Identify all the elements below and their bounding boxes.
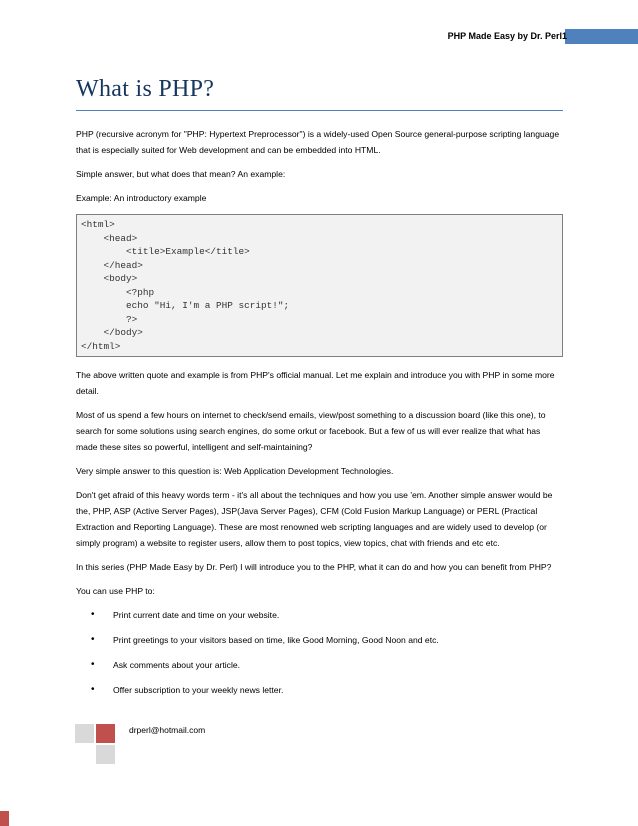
code-example-block: <html> <head> <title>Example</title> </head> <body> <?php echo "Hi, I'm a PHP script!"; ?> </body> </html> <box>76 214 563 357</box>
footer-square-gray-2 <box>96 745 115 764</box>
list-item: • Print current date and time on your website. <box>76 607 563 623</box>
php-uses-list <box>76 607 563 698</box>
paragraph: Most of us spend a few hours on internet to check/send emails, view/post something to a discussion board (like this one), to search for some solutions using search engines, do some orkut or facebook. But a few of us will ever realize that what has made these sites so powerful, intelligent and self-maintaining? <box>76 410 546 452</box>
footer-square-red <box>96 724 115 743</box>
paragraph: Example: An introductory example <box>76 193 207 203</box>
corner-accent <box>0 811 9 826</box>
running-header-title: PHP Made Easy by Dr. Perl <box>447 31 562 41</box>
footer-square-gray-1 <box>75 724 94 743</box>
footer-email: drperl@hotmail.com <box>129 725 206 735</box>
page-title: What is PHP? <box>76 76 215 102</box>
paragraph: In this series (PHP Made Easy by Dr. Perl) I will introduce you to the PHP, what it can do and how you can benefit from PHP? <box>76 562 552 572</box>
page-number: 1 <box>562 31 568 41</box>
title-underline <box>76 110 563 111</box>
document-body <box>76 126 563 707</box>
paragraph: You can use PHP to: <box>76 586 155 596</box>
list-item: • Print greetings to your visitors based on time, like Good Morning, Good Noon and etc. <box>76 632 563 648</box>
list-item: • Offer subscription to your weekly news letter. <box>76 682 563 698</box>
paragraph: Simple answer, but what does that mean? An example: <box>76 169 286 179</box>
header-accent-bar <box>565 29 638 44</box>
paragraph: The above written quote and example is from PHP's official manual. Let me explain and introduce you with PHP in some more detail. <box>76 370 555 396</box>
paragraph: PHP (recursive acronym for "PHP: Hypertext Preprocessor") is a widely-used Open Source general-purpose scripting language that is especially suited for Web development and can be embedded into HTML. <box>76 129 560 155</box>
paragraph: Very simple answer to this question is: Web Application Development Technologies. <box>76 466 394 476</box>
list-item: • Ask comments about your article. <box>76 657 563 673</box>
paragraph: Don't get afraid of this heavy words term - it's all about the techniques and how you use 'em. Another simple answer would be the, PHP, ASP (Active Server Pages), JSP(Java Server Pages), CFM (Cold Fusion Markup Language) or PERL (Practical Extraction and Reporting Language). These are most renowned web scripting languages and are widely used to develop (or simply program) a website to register users, allow them to post topics, view topics, chat with friends and etc etc. <box>76 490 553 548</box>
